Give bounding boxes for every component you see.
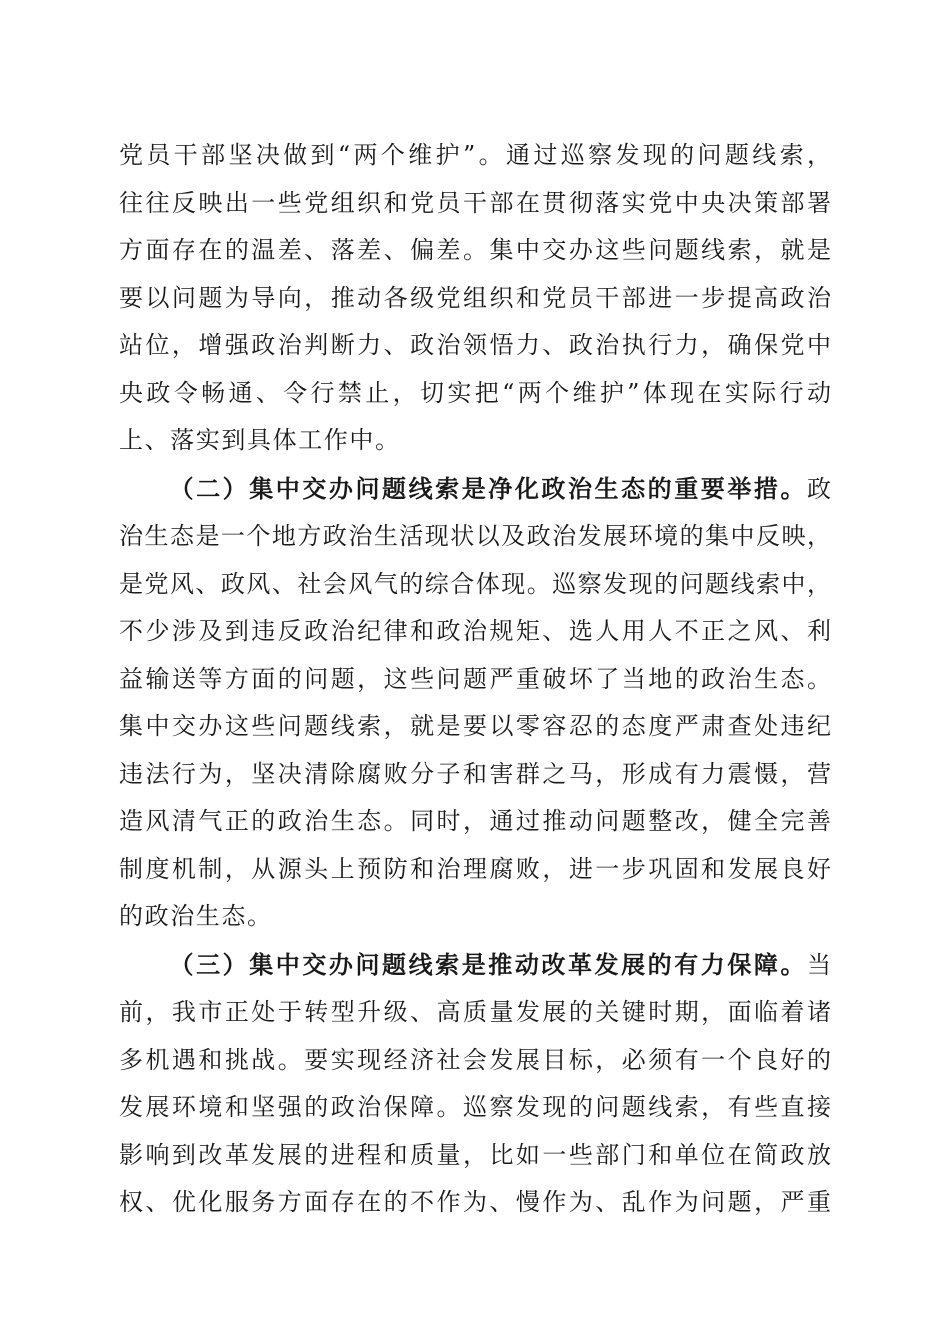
text-line: 发展环境和坚强的政治保障。巡察发现的问题线索，有些直接 <box>119 1093 831 1121</box>
text-line: 造风清气正的政治生态。同时，通过推动问题整改，健全完善 <box>119 807 831 835</box>
text-line: 多机遇和挑战。要实现经济社会发展目标，必须有一个良好的 <box>119 1045 831 1074</box>
text-line: 党员干部坚决做到“两个维护”。通过巡察发现的问题线索， <box>119 141 831 169</box>
text-line: 前，我市正处于转型升级、高质量发展的关键时期，面临着诸 <box>119 998 831 1026</box>
text-line: 站位，增强政治判断力、政治领悟力、政治执行力，确保党中 <box>119 331 831 359</box>
text-line: 往往反映出一些党组织和党员干部在贯彻落实党中央决策部署 <box>119 188 831 217</box>
text-line: 方面存在的温差、落差、偏差。集中交办这些问题线索，就是 <box>119 236 831 264</box>
heading-line-rest: 政 <box>807 474 831 503</box>
text-line: 违法行为，坚决清除腐败分子和害群之马，形成有力震慑，营 <box>119 759 831 788</box>
text-line: 治生态是一个地方政治生活现状以及政治发展环境的集中反映， <box>119 522 831 550</box>
paragraph-2 <box>119 465 831 941</box>
section-heading-3: （三）集中交办问题线索是推动改革发展的有力保障。 <box>167 949 807 979</box>
document-body <box>119 132 831 1227</box>
text-line: 权、优化服务方面存在的不作为、慢作为、乱作为问题，严重 <box>119 1188 831 1216</box>
text-line: 的政治生态。 <box>119 902 273 930</box>
heading-line-rest: 当 <box>807 950 831 979</box>
text-line: 益输送等方面的问题，这些问题严重破坏了当地的政治生态。 <box>119 664 831 693</box>
text-line: 制度机制，从源头上预防和治理腐败，进一步巩固和发展良好 <box>119 854 831 883</box>
text-line: 央政令畅通、令行禁止，切实把“两个维护”体现在实际行动 <box>119 378 831 407</box>
text-line: 影响到改革发展的进程和质量，比如一些部门和单位在简政放 <box>119 1140 831 1169</box>
text-line: 是党风、政风、社会风气的综合体现。巡察发现的问题线索中， <box>119 569 831 598</box>
paragraph-first-line <box>119 941 831 990</box>
paragraph-first-line <box>119 465 831 514</box>
text-line: 上、落实到具体工作中。 <box>119 426 401 454</box>
section-heading-2: （二）集中交办问题线索是净化政治生态的重要举措。 <box>167 473 807 503</box>
paragraph-3 <box>119 941 831 1227</box>
text-line: 要以问题为导向，推动各级党组织和党员干部进一步提高政治 <box>119 283 831 312</box>
text-line: 不少涉及到违反政治纪律和政治规矩、选人用人不正之风、利 <box>119 617 831 645</box>
paragraph-1 <box>119 132 831 465</box>
text-line: 集中交办这些问题线索，就是要以零容忍的态度严肃查处违纪 <box>119 712 831 740</box>
